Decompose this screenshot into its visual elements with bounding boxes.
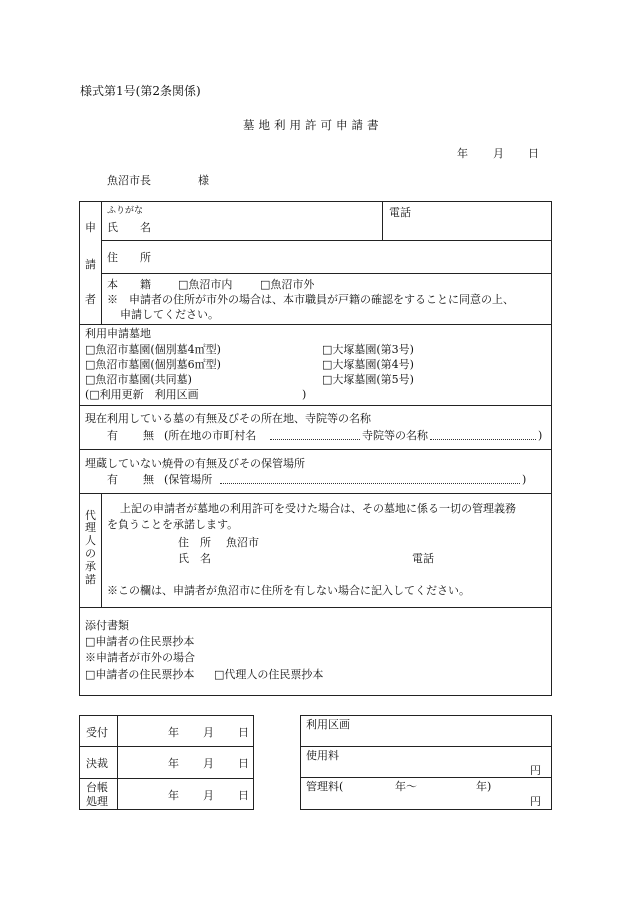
agent-name-label: 氏 名 — [178, 552, 211, 565]
agent-address-field[interactable] — [265, 533, 540, 549]
cemetery-option-renewal[interactable]: (□利用更新 利用区画 — [85, 388, 199, 401]
honseki-outside-checkbox[interactable]: □魚沼市外 — [260, 278, 315, 291]
office-ledger-label-1: 台帳 — [86, 781, 108, 794]
current-grave-location-field[interactable] — [270, 428, 360, 440]
current-grave-no[interactable]: 無 — [143, 429, 154, 442]
cemetery-option-uonuma-6[interactable]: □魚沼市墓園(個別墓6㎡型) — [85, 358, 221, 371]
agent-side-label-2: 理 — [85, 521, 96, 534]
applicant-note-line2: 申請してください。 — [120, 308, 219, 321]
office-approval-day: 日 — [238, 757, 249, 770]
date-day-label: 日 — [528, 147, 539, 160]
office-ledger-day: 日 — [238, 789, 249, 802]
office-mgmt-label: 管理料( — [306, 780, 344, 793]
agent-address-value: 魚沼市 — [226, 536, 259, 549]
cemetery-option-otsuka-3[interactable]: □大塚墓園(第3号) — [322, 343, 414, 356]
office-mgmt-year-to: 年) — [476, 780, 492, 793]
phone-field[interactable] — [389, 221, 544, 237]
office-ledger-month: 月 — [203, 789, 214, 802]
form-number: 様式第1号(第2条関係) — [80, 84, 201, 98]
office-receipt-year: 年 — [168, 726, 179, 739]
agent-consent-line2: を負うことを承諾します。 — [107, 518, 239, 531]
current-grave-heading: 現在利用している墓の有無及びその所在地、寺院等の名称 — [85, 412, 371, 425]
ashes-yes[interactable]: 有 — [107, 473, 118, 486]
agent-side-label-5: 承 — [85, 560, 96, 573]
agent-phone-label: 電話 — [412, 552, 434, 565]
office-approval-label: 決裁 — [86, 757, 108, 770]
agent-side-label-6: 諾 — [85, 573, 96, 586]
cemetery-option-uonuma-4[interactable]: □魚沼市墓園(個別墓4㎡型) — [85, 343, 221, 356]
office-mgmt-unit: 円 — [530, 795, 541, 808]
current-grave-temple-label: 寺院等の名称 — [362, 429, 428, 442]
current-grave-temple-field[interactable] — [430, 428, 536, 440]
cemetery-option-uonuma-shared[interactable]: □魚沼市墓園(共同墓) — [85, 373, 192, 386]
addressee: 魚沼市長 — [107, 174, 151, 187]
office-approval-year: 年 — [168, 757, 179, 770]
office-ledger-label-2: 処理 — [86, 795, 108, 808]
address-field[interactable] — [160, 246, 545, 266]
ashes-no[interactable]: 無 — [143, 473, 154, 486]
office-plot-label: 利用区画 — [306, 718, 350, 731]
date-year-label: 年 — [457, 147, 468, 160]
applicant-note-line1: ※ 申請者の住所が市外の場合は、本市職員が戸籍の確認をすることに同意の上、 — [107, 293, 514, 306]
office-fee-label: 使用料 — [306, 749, 339, 762]
attachment-agent-resident-copy[interactable]: □代理人の住民票抄本 — [214, 668, 324, 681]
phone-label: 電話 — [389, 206, 411, 219]
ashes-close: ) — [522, 473, 527, 486]
date-month-label: 月 — [493, 147, 504, 160]
agent-consent-line1: 上記の申請者が墓地の利用許可を受けた場合は、その墓地に係る一切の管理義務 — [120, 502, 516, 515]
applicant-side-label-1: 申 — [85, 221, 96, 234]
honseki-label: 本 籍 — [107, 278, 151, 291]
office-receipt-day: 日 — [238, 726, 249, 739]
agent-side-label-1: 代 — [85, 509, 96, 522]
agent-side-label-3: 人 — [85, 534, 96, 547]
agent-note: ※この欄は、申請者が魚沼市に住所を有しない場合に記入してください。 — [107, 584, 470, 597]
current-grave-yes[interactable]: 有 — [107, 429, 118, 442]
address-label: 住 所 — [107, 251, 151, 264]
ashes-storage-field[interactable] — [220, 472, 520, 484]
agent-address-label: 住 所 — [178, 536, 211, 549]
agent-name-field[interactable] — [226, 549, 406, 565]
attachment-note-outside: ※申請者が市外の場合 — [85, 651, 195, 664]
office-approval-month: 月 — [203, 757, 214, 770]
ashes-heading: 埋蔵していない焼骨の有無及びその保管場所 — [85, 457, 305, 470]
honseki-inside-checkbox[interactable]: □魚沼市内 — [178, 278, 233, 291]
attachments-heading: 添付書類 — [85, 619, 129, 632]
cemetery-heading: 利用申請墓地 — [85, 327, 151, 340]
office-fee-unit: 円 — [530, 764, 541, 777]
furigana-label: ふりがな — [107, 206, 144, 216]
office-mgmt-year-from: 年〜 — [395, 780, 417, 793]
name-field[interactable] — [160, 216, 375, 236]
office-receipt-label: 受付 — [86, 726, 108, 739]
office-receipt-month: 月 — [203, 726, 214, 739]
renewal-close-paren: ) — [302, 388, 307, 401]
office-ledger-year: 年 — [168, 789, 179, 802]
current-grave-close: ) — [538, 429, 543, 442]
current-grave-location-label: (所在地の市町村名 — [164, 429, 257, 442]
agent-side-label-4: の — [85, 547, 96, 560]
cemetery-option-otsuka-4[interactable]: □大塚墓園(第4号) — [322, 358, 414, 371]
ashes-storage-label: (保管場所 — [164, 473, 213, 486]
name-label: 氏 名 — [107, 221, 151, 234]
attachment-applicant-resident-copy-outside[interactable]: □申請者の住民票抄本 — [85, 668, 195, 681]
cemetery-option-otsuka-5[interactable]: □大塚墓園(第5号) — [322, 373, 414, 386]
applicant-side-label-3: 者 — [85, 293, 96, 306]
document-title: 墓地利用許可申請書 — [243, 118, 383, 132]
applicant-side-label-2: 請 — [85, 258, 96, 271]
renewal-plot-field[interactable] — [232, 386, 300, 400]
attachment-applicant-resident-copy[interactable]: □申請者の住民票抄本 — [85, 635, 195, 648]
addressee-suffix: 様 — [198, 174, 209, 187]
